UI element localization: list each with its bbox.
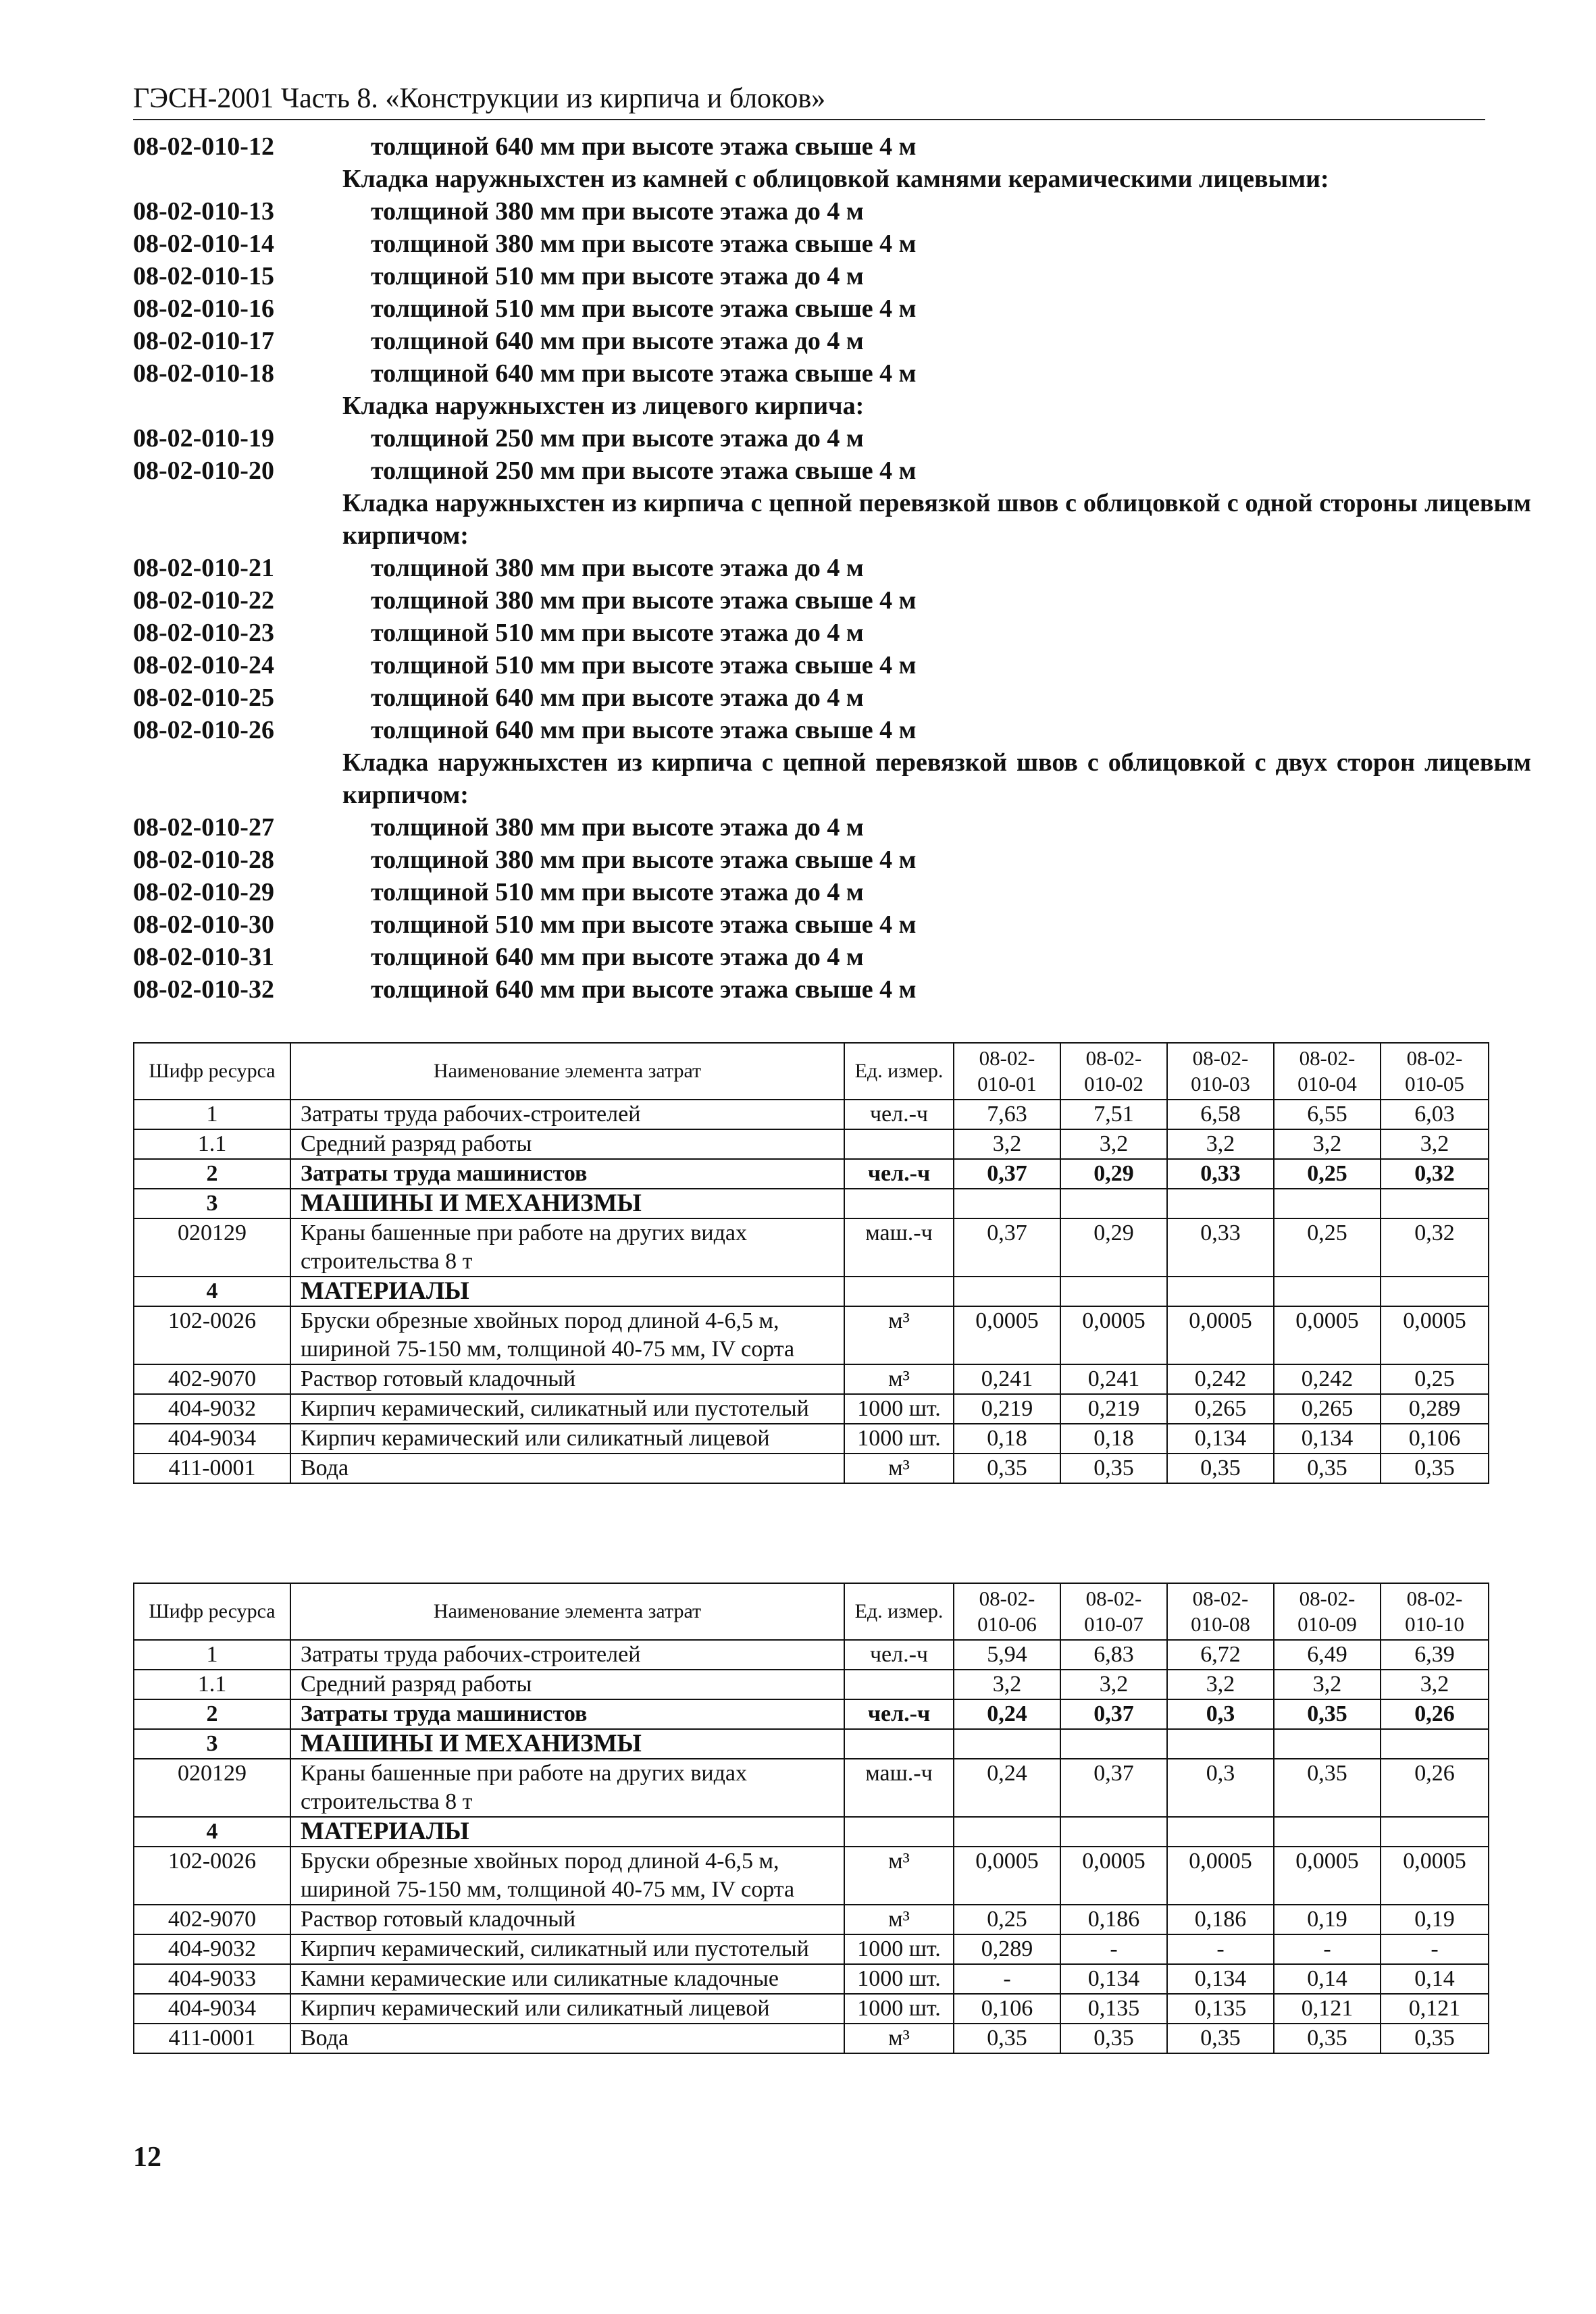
cell-name: Кирпич керамический или силикатный лицевой — [290, 1994, 844, 2024]
header-unit: Ед. измер. — [844, 1043, 954, 1100]
cell-value: 0,37 — [1060, 1759, 1167, 1817]
cell-value: 0,35 — [1274, 1699, 1381, 1729]
cell-value: 0,265 — [1167, 1394, 1274, 1424]
cell-name: Бруски обрезные хвойных пород длиной 4-6,5 м, шириной 75-150 мм, толщиной 40-75 мм, IV сорта — [290, 1847, 844, 1905]
resource-table-2 — [133, 1583, 1489, 2054]
cell-name: Раствор готовый кладочный — [290, 1905, 844, 1934]
table-row — [134, 1699, 1489, 1729]
cell-value: 6,58 — [1167, 1100, 1274, 1129]
cell-value: 0,289 — [1381, 1394, 1489, 1424]
cell-name: Вода — [290, 1454, 844, 1483]
code-list-item — [133, 844, 1531, 876]
code-list-item — [133, 552, 1531, 584]
table-row — [134, 1640, 1489, 1670]
table-row — [134, 1729, 1489, 1759]
cell-name: Кирпич керамический, силикатный или пустотелый — [290, 1394, 844, 1424]
cell-unit: м³ — [844, 1905, 954, 1934]
table-row — [134, 1218, 1489, 1277]
cell-value — [1060, 1817, 1167, 1847]
cell-resource-code: 411-0001 — [134, 1454, 290, 1483]
cell-value: 0,134 — [1167, 1964, 1274, 1994]
cell-resource-code: 1 — [134, 1100, 290, 1129]
cell-name: Краны башенные при работе на других видах строительства 8 т — [290, 1759, 844, 1817]
header-norm-code: 08-02- 010-02 — [1060, 1043, 1167, 1100]
cell-value: 0,0005 — [954, 1306, 1060, 1364]
cell-unit: чел.-ч — [844, 1699, 954, 1729]
cell-value: 0,0005 — [1060, 1847, 1167, 1905]
item-code: 08-02-010-29 — [133, 878, 274, 906]
section-heading: Кладка наружныхстен из лицевого кирпича: — [342, 392, 865, 420]
cell-resource-code: 1 — [134, 1640, 290, 1670]
cell-value: 0,32 — [1381, 1159, 1489, 1189]
cell-value — [1060, 1189, 1167, 1218]
header-unit: Ед. измер. — [844, 1583, 954, 1640]
cell-unit: маш.-ч — [844, 1759, 954, 1817]
cell-resource-code: 3 — [134, 1729, 290, 1759]
cell-unit: чел.-ч — [844, 1159, 954, 1189]
cell-value: 0,26 — [1381, 1759, 1489, 1817]
page-number: 12 — [133, 2142, 161, 2173]
item-description: толщиной 640 мм при высоте этажа до 4 м — [371, 327, 864, 355]
cell-value: 0,35 — [1274, 2024, 1381, 2053]
cell-resource-code: 404-9032 — [134, 1934, 290, 1964]
cell-name: Кирпич керамический или силикатный лицевой — [290, 1424, 844, 1454]
cell-unit: чел.-ч — [844, 1640, 954, 1670]
cell-value: 0,33 — [1167, 1218, 1274, 1277]
section-heading: Кладка наружныхстен из кирпича с цепной перевязкой швов с облицовкой с одной стороны лицевым кирпичом: — [342, 489, 1531, 550]
code-list-item — [133, 325, 1531, 357]
item-description: толщиной 380 мм при высоте этажа свыше 4 м — [371, 846, 917, 874]
cell-value: 3,2 — [1167, 1670, 1274, 1699]
code-list — [133, 130, 1531, 1006]
code-list-item — [133, 876, 1531, 908]
table-row — [134, 1934, 1489, 1964]
cell-value: 0,37 — [954, 1218, 1060, 1277]
cell-value: 0,35 — [1274, 1454, 1381, 1483]
cell-unit: 1000 шт. — [844, 1424, 954, 1454]
cell-value: 7,63 — [954, 1100, 1060, 1129]
item-description: толщиной 510 мм при высоте этажа до 4 м — [371, 878, 864, 906]
cell-value: 0,18 — [1060, 1424, 1167, 1454]
code-list-item — [133, 908, 1531, 941]
cell-value: 0,0005 — [1167, 1306, 1274, 1364]
code-list-item — [133, 195, 1531, 228]
cell-value — [954, 1729, 1060, 1759]
cell-value: 0,0005 — [1167, 1847, 1274, 1905]
cell-value: - — [1167, 1934, 1274, 1964]
header-norm-code: 08-02- 010-09 — [1274, 1583, 1381, 1640]
cell-resource-code: 020129 — [134, 1759, 290, 1817]
item-code: 08-02-010-13 — [133, 197, 274, 226]
cell-name: Затраты труда рабочих-строителей — [290, 1100, 844, 1129]
cell-resource-code: 404-9034 — [134, 1424, 290, 1454]
cell-name: МАШИНЫ И МЕХАНИЗМЫ — [290, 1729, 844, 1759]
cell-value: 0,29 — [1060, 1218, 1167, 1277]
cell-value: 0,29 — [1060, 1159, 1167, 1189]
cell-value: 0,33 — [1167, 1159, 1274, 1189]
item-code: 08-02-010-27 — [133, 813, 274, 842]
cell-value: 5,94 — [954, 1640, 1060, 1670]
cell-unit — [844, 1670, 954, 1699]
cell-value: 0,35 — [1167, 2024, 1274, 2053]
item-description: толщиной 510 мм при высоте этажа свыше 4 м — [371, 651, 917, 679]
cell-name: Бруски обрезные хвойных пород длиной 4-6,5 м, шириной 75-150 мм, толщиной 40-75 мм, IV сорта — [290, 1306, 844, 1364]
cell-value: 0,35 — [1381, 1454, 1489, 1483]
cell-unit: чел.-ч — [844, 1100, 954, 1129]
cell-resource-code: 102-0026 — [134, 1847, 290, 1905]
cell-value: 0,35 — [1060, 2024, 1167, 2053]
cell-name: Краны башенные при работе на других видах строительства 8 т — [290, 1218, 844, 1277]
cell-resource-code: 1.1 — [134, 1129, 290, 1159]
table-row — [134, 1129, 1489, 1159]
cell-value: 3,2 — [954, 1670, 1060, 1699]
code-list-item — [133, 455, 1531, 487]
cell-value — [1381, 1189, 1489, 1218]
code-list-item — [133, 228, 1531, 260]
cell-resource-code: 2 — [134, 1159, 290, 1189]
code-list-item — [133, 292, 1531, 325]
header-resource-code: Шифр ресурса — [134, 1583, 290, 1640]
cell-value: 0,18 — [954, 1424, 1060, 1454]
cell-value: 0,265 — [1274, 1394, 1381, 1424]
cell-value: 6,83 — [1060, 1640, 1167, 1670]
cell-value: 0,37 — [954, 1159, 1060, 1189]
header-norm-code: 08-02- 010-03 — [1167, 1043, 1274, 1100]
cell-value — [1274, 1189, 1381, 1218]
cell-resource-code: 102-0026 — [134, 1306, 290, 1364]
cell-resource-code: 2 — [134, 1699, 290, 1729]
cell-name: Средний разряд работы — [290, 1129, 844, 1159]
cell-value — [1167, 1277, 1274, 1306]
cell-value: 0,35 — [954, 2024, 1060, 2053]
cell-value: 0,0005 — [1381, 1306, 1489, 1364]
cell-value: 0,14 — [1381, 1964, 1489, 1994]
table-header-row — [134, 1583, 1489, 1640]
table-row — [134, 2024, 1489, 2053]
cell-value: 0,35 — [1381, 2024, 1489, 2053]
cell-value — [1060, 1277, 1167, 1306]
cell-unit: 1000 шт. — [844, 1394, 954, 1424]
code-list-item — [133, 714, 1531, 746]
cell-value: 0,25 — [954, 1905, 1060, 1934]
cell-value — [954, 1277, 1060, 1306]
item-description: толщиной 380 мм при высоте этажа до 4 м — [371, 554, 864, 582]
table-header-row — [134, 1043, 1489, 1100]
item-description: толщиной 640 мм при высоте этажа до 4 м — [371, 943, 864, 971]
page-header: ГЭСН-2001 Часть 8. «Конструкции из кирпича и блоков» — [133, 81, 1485, 120]
cell-value: 0,134 — [1060, 1964, 1167, 1994]
cell-value: 0,241 — [954, 1364, 1060, 1394]
table-row — [134, 1424, 1489, 1454]
table-row — [134, 1905, 1489, 1934]
cell-resource-code: 3 — [134, 1189, 290, 1218]
cell-value: 0,219 — [1060, 1394, 1167, 1424]
cell-value: 6,03 — [1381, 1100, 1489, 1129]
cell-unit: м³ — [844, 1306, 954, 1364]
item-description: толщиной 250 мм при высоте этажа до 4 м — [371, 424, 864, 453]
cell-value: 0,186 — [1167, 1905, 1274, 1934]
cell-name: Затраты труда машинистов — [290, 1699, 844, 1729]
cell-value: 6,39 — [1381, 1640, 1489, 1670]
item-description: толщиной 510 мм при высоте этажа свыше 4 м — [371, 294, 917, 323]
cell-value: 6,72 — [1167, 1640, 1274, 1670]
item-description: толщиной 380 мм при высоте этажа до 4 м — [371, 197, 864, 226]
cell-name: Затраты труда машинистов — [290, 1159, 844, 1189]
cell-value — [1381, 1729, 1489, 1759]
cell-value: - — [1274, 1934, 1381, 1964]
cell-name: МАТЕРИАЛЫ — [290, 1277, 844, 1306]
cell-value — [954, 1817, 1060, 1847]
cell-value: 0,26 — [1381, 1699, 1489, 1729]
cell-value: 0,35 — [1167, 1454, 1274, 1483]
cell-value: - — [1060, 1934, 1167, 1964]
cell-value: 0,186 — [1060, 1905, 1167, 1934]
item-code: 08-02-010-21 — [133, 554, 274, 582]
item-description: толщиной 380 мм при высоте этажа свыше 4 м — [371, 230, 917, 258]
item-description: толщиной 250 мм при высоте этажа свыше 4 м — [371, 457, 917, 485]
cell-resource-code: 1.1 — [134, 1670, 290, 1699]
cell-resource-code: 4 — [134, 1817, 290, 1847]
table-row — [134, 1277, 1489, 1306]
table-row — [134, 1159, 1489, 1189]
cell-value: 0,25 — [1381, 1364, 1489, 1394]
cell-unit — [844, 1277, 954, 1306]
cell-resource-code: 404-9034 — [134, 1994, 290, 2024]
cell-resource-code: 402-9070 — [134, 1905, 290, 1934]
code-list-item — [133, 973, 1531, 1006]
cell-value: 0,134 — [1167, 1424, 1274, 1454]
cell-value — [1274, 1277, 1381, 1306]
cell-value — [1167, 1729, 1274, 1759]
cell-value: 0,19 — [1381, 1905, 1489, 1934]
table-row — [134, 1847, 1489, 1905]
table-row — [134, 1817, 1489, 1847]
header-cost-element-name: Наименование элемента затрат — [290, 1043, 844, 1100]
cell-value: 0,242 — [1167, 1364, 1274, 1394]
code-list-item — [133, 649, 1531, 682]
cell-value — [1381, 1277, 1489, 1306]
item-code: 08-02-010-14 — [133, 230, 274, 258]
code-list-item — [133, 811, 1531, 844]
cell-name: Камни керамические или силикатные кладочные — [290, 1964, 844, 1994]
cell-name: Средний разряд работы — [290, 1670, 844, 1699]
header-norm-code: 08-02- 010-10 — [1381, 1583, 1489, 1640]
cell-value: 0,241 — [1060, 1364, 1167, 1394]
cell-name: МАШИНЫ И МЕХАНИЗМЫ — [290, 1189, 844, 1218]
cell-resource-code: 4 — [134, 1277, 290, 1306]
cell-value: 0,0005 — [1060, 1306, 1167, 1364]
cell-value: 6,55 — [1274, 1100, 1381, 1129]
item-code: 08-02-010-22 — [133, 586, 274, 615]
code-list-item — [133, 617, 1531, 649]
code-list-item — [133, 130, 1531, 163]
header-norm-code: 08-02- 010-08 — [1167, 1583, 1274, 1640]
item-description: толщиной 380 мм при высоте этажа свыше 4 м — [371, 586, 917, 615]
cell-value: 0,14 — [1274, 1964, 1381, 1994]
code-list-item — [133, 682, 1531, 714]
item-description: толщиной 510 мм при высоте этажа свыше 4 м — [371, 910, 917, 939]
item-code: 08-02-010-23 — [133, 619, 274, 647]
item-description: толщиной 640 мм при высоте этажа свыше 4 м — [371, 716, 917, 744]
cell-unit — [844, 1189, 954, 1218]
cell-value: 0,32 — [1381, 1218, 1489, 1277]
item-code: 08-02-010-32 — [133, 975, 274, 1004]
cell-value: 7,51 — [1060, 1100, 1167, 1129]
cell-value: 0,25 — [1274, 1159, 1381, 1189]
cell-value: 0,35 — [954, 1454, 1060, 1483]
cell-unit: м³ — [844, 1364, 954, 1394]
header-resource-code: Шифр ресурса — [134, 1043, 290, 1100]
item-code: 08-02-010-30 — [133, 910, 274, 939]
table-row — [134, 1454, 1489, 1483]
item-code: 08-02-010-31 — [133, 943, 274, 971]
cell-value: 0,0005 — [1274, 1847, 1381, 1905]
cell-value: 0,0005 — [1274, 1306, 1381, 1364]
header-norm-code: 08-02- 010-07 — [1060, 1583, 1167, 1640]
cell-name: Раствор готовый кладочный — [290, 1364, 844, 1394]
item-code: 08-02-010-19 — [133, 424, 274, 453]
cell-resource-code: 404-9032 — [134, 1394, 290, 1424]
cell-value — [1381, 1817, 1489, 1847]
cell-unit: 1000 шт. — [844, 1934, 954, 1964]
table-row — [134, 1364, 1489, 1394]
cell-value: 0,242 — [1274, 1364, 1381, 1394]
cell-value: 3,2 — [1060, 1129, 1167, 1159]
item-description: толщиной 640 мм при высоте этажа свыше 4 м — [371, 132, 917, 161]
item-description: толщиной 380 мм при высоте этажа до 4 м — [371, 813, 864, 842]
header-cost-element-name: Наименование элемента затрат — [290, 1583, 844, 1640]
item-code: 08-02-010-26 — [133, 716, 274, 744]
item-code: 08-02-010-24 — [133, 651, 274, 679]
item-code: 08-02-010-17 — [133, 327, 274, 355]
cell-resource-code: 411-0001 — [134, 2024, 290, 2053]
header-norm-code: 08-02- 010-01 — [954, 1043, 1060, 1100]
section-heading: Кладка наружныхстен из камней с облицовкой камнями керамическими лицевыми: — [342, 165, 1329, 193]
cell-value: 0,0005 — [954, 1847, 1060, 1905]
table-row — [134, 1670, 1489, 1699]
cell-value — [1274, 1729, 1381, 1759]
section-heading: Кладка наружныхстен из кирпича с цепной перевязкой швов с облицовкой с двух сторон лицевым кирпичом: — [342, 748, 1531, 809]
cell-unit: маш.-ч — [844, 1218, 954, 1277]
table-row — [134, 1100, 1489, 1129]
cell-name: Вода — [290, 2024, 844, 2053]
header-norm-code: 08-02- 010-05 — [1381, 1043, 1489, 1100]
cell-value: - — [954, 1964, 1060, 1994]
cell-unit: м³ — [844, 1847, 954, 1905]
cell-unit: м³ — [844, 1454, 954, 1483]
cell-unit: 1000 шт. — [844, 1964, 954, 1994]
cell-value: 0,219 — [954, 1394, 1060, 1424]
cell-value: 0,35 — [1060, 1454, 1167, 1483]
cell-value: 6,49 — [1274, 1640, 1381, 1670]
cell-resource-code: 404-9033 — [134, 1964, 290, 1994]
cell-value — [1167, 1189, 1274, 1218]
header-norm-code: 08-02- 010-06 — [954, 1583, 1060, 1640]
cell-value: 0,35 — [1274, 1759, 1381, 1817]
item-description: толщиной 640 мм при высоте этажа до 4 м — [371, 684, 864, 712]
cell-value: 0,37 — [1060, 1699, 1167, 1729]
code-list-item — [133, 357, 1531, 390]
table-row — [134, 1306, 1489, 1364]
cell-name: Затраты труда рабочих-строителей — [290, 1640, 844, 1670]
cell-unit: м³ — [844, 2024, 954, 2053]
cell-value: 3,2 — [954, 1129, 1060, 1159]
cell-value: 0,135 — [1167, 1994, 1274, 2024]
table-row — [134, 1994, 1489, 2024]
table-row — [134, 1759, 1489, 1817]
item-code: 08-02-010-15 — [133, 262, 274, 290]
table-row — [134, 1964, 1489, 1994]
item-code: 08-02-010-25 — [133, 684, 274, 712]
cell-value: 0,134 — [1274, 1424, 1381, 1454]
resource-table-1 — [133, 1042, 1489, 1484]
cell-value: 3,2 — [1381, 1670, 1489, 1699]
cell-value: 0,135 — [1060, 1994, 1167, 2024]
code-list-item — [133, 260, 1531, 292]
table-row — [134, 1189, 1489, 1218]
item-description: толщиной 640 мм при высоте этажа свыше 4 м — [371, 359, 917, 388]
cell-value — [1274, 1817, 1381, 1847]
cell-value: 0,3 — [1167, 1699, 1274, 1729]
cell-value: 3,2 — [1060, 1670, 1167, 1699]
cell-unit — [844, 1129, 954, 1159]
cell-unit: 1000 шт. — [844, 1994, 954, 2024]
cell-value: 0,106 — [1381, 1424, 1489, 1454]
cell-value: 0,0005 — [1381, 1847, 1489, 1905]
cell-value: 3,2 — [1274, 1129, 1381, 1159]
code-list-item — [133, 584, 1531, 617]
cell-name: МАТЕРИАЛЫ — [290, 1817, 844, 1847]
cell-value: 0,121 — [1274, 1994, 1381, 2024]
item-description: толщиной 510 мм при высоте этажа до 4 м — [371, 619, 864, 647]
cell-resource-code: 402-9070 — [134, 1364, 290, 1394]
cell-value: 3,2 — [1274, 1670, 1381, 1699]
item-code: 08-02-010-28 — [133, 846, 274, 874]
cell-value — [1167, 1817, 1274, 1847]
table-row — [134, 1394, 1489, 1424]
code-list-item — [133, 941, 1531, 973]
cell-resource-code: 020129 — [134, 1218, 290, 1277]
item-description: толщиной 640 мм при высоте этажа свыше 4 м — [371, 975, 917, 1004]
cell-value: - — [1381, 1934, 1489, 1964]
cell-value: 0,19 — [1274, 1905, 1381, 1934]
item-code: 08-02-010-12 — [133, 132, 274, 161]
cell-value: 3,2 — [1167, 1129, 1274, 1159]
cell-value — [1060, 1729, 1167, 1759]
item-code: 08-02-010-18 — [133, 359, 274, 388]
cell-value — [954, 1189, 1060, 1218]
cell-unit — [844, 1817, 954, 1847]
cell-value: 0,106 — [954, 1994, 1060, 2024]
cell-value: 0,24 — [954, 1759, 1060, 1817]
cell-unit — [844, 1729, 954, 1759]
item-code: 08-02-010-20 — [133, 457, 274, 485]
item-code: 08-02-010-16 — [133, 294, 274, 323]
cell-value: 0,3 — [1167, 1759, 1274, 1817]
cell-name: Кирпич керамический, силикатный или пустотелый — [290, 1934, 844, 1964]
cell-value: 0,24 — [954, 1699, 1060, 1729]
item-description: толщиной 510 мм при высоте этажа до 4 м — [371, 262, 864, 290]
cell-value: 0,289 — [954, 1934, 1060, 1964]
cell-value: 0,25 — [1274, 1218, 1381, 1277]
cell-value: 3,2 — [1381, 1129, 1489, 1159]
code-list-item — [133, 422, 1531, 455]
cell-value: 0,121 — [1381, 1994, 1489, 2024]
header-norm-code: 08-02- 010-04 — [1274, 1043, 1381, 1100]
